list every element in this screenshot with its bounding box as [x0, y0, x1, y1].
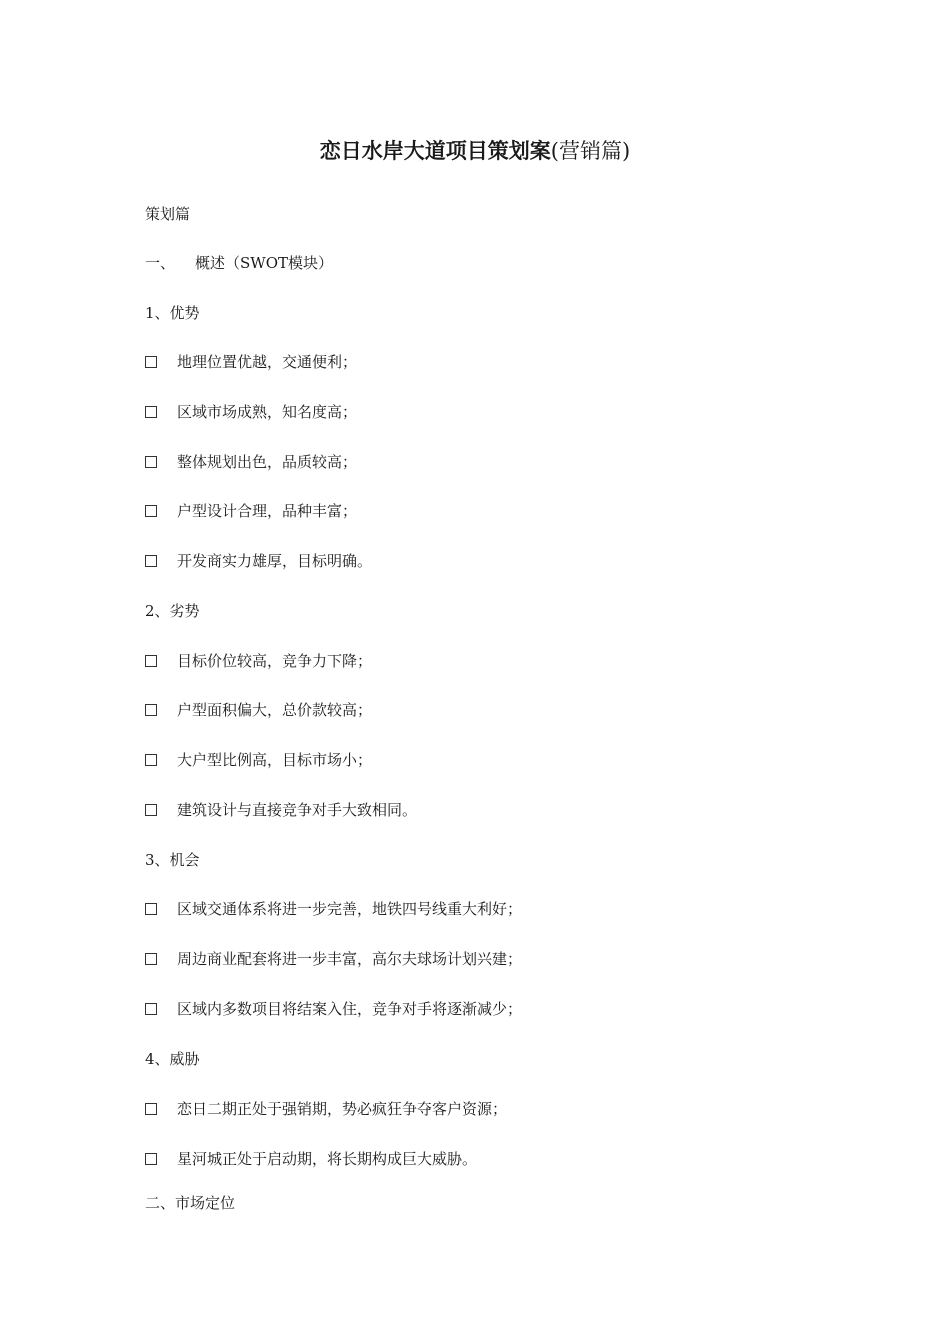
weaknesses-heading: 2、劣势 — [145, 602, 200, 620]
list-item: 开发商实力雄厚，目标明确。 — [145, 549, 372, 573]
list-item: 区域交通体系将进一步完善，地铁四号线重大利好； — [145, 897, 522, 921]
title-main: 恋日水岸大道项目策划案 — [319, 138, 551, 163]
list-item: 周边商业配套将进一步丰富，高尔夫球场计划兴建； — [145, 947, 522, 971]
threats-heading: 4、威胁 — [145, 1050, 200, 1068]
list-item: 户型面积偏大，总价款较高； — [145, 698, 372, 722]
part1-label: 概述（SWOT模块） — [195, 254, 333, 272]
document-title — [0, 134, 950, 168]
checkbox-bullet-icon — [145, 953, 157, 965]
list-item: 大户型比例高，目标市场小； — [145, 748, 372, 772]
list-item: 目标价位较高，竞争力下降； — [145, 649, 372, 673]
list-item: 建筑设计与直接竞争对手大致相同。 — [145, 798, 417, 822]
checkbox-bullet-icon — [145, 1153, 157, 1165]
checkbox-bullet-icon — [145, 356, 157, 368]
part1-heading — [145, 251, 333, 275]
checkbox-bullet-icon — [145, 456, 157, 468]
list-item: 地理位置优越，交通便利； — [145, 350, 357, 374]
checkbox-bullet-icon — [145, 1003, 157, 1015]
part1-number: 一、 — [145, 254, 176, 272]
checkbox-bullet-icon — [145, 704, 157, 716]
list-item: 恋日二期正处于强销期，势必疯狂争夺客户资源； — [145, 1097, 507, 1121]
checkbox-bullet-icon — [145, 754, 157, 766]
list-item: 区域市场成熟，知名度高； — [145, 400, 357, 424]
checkbox-bullet-icon — [145, 804, 157, 816]
list-item: 整体规划出色，品质较高； — [145, 450, 357, 474]
part2-heading: 二、市场定位 — [145, 1194, 236, 1212]
list-item: 区域内多数项目将结案入住，竞争对手将逐渐减少； — [145, 997, 522, 1021]
checkbox-bullet-icon — [145, 1103, 157, 1115]
opportunities-heading: 3、机会 — [145, 851, 200, 869]
section-label: 策划篇 — [145, 205, 191, 223]
list-item: 星河城正处于启动期，将长期构成巨大威胁。 — [145, 1147, 477, 1171]
list-item: 户型设计合理，品种丰富； — [145, 499, 357, 523]
title-sub: (营销篇) — [550, 139, 631, 163]
checkbox-bullet-icon — [145, 655, 157, 667]
checkbox-bullet-icon — [145, 406, 157, 418]
checkbox-bullet-icon — [145, 505, 157, 517]
strengths-heading: 1、优势 — [145, 304, 200, 322]
checkbox-bullet-icon — [145, 555, 157, 567]
checkbox-bullet-icon — [145, 903, 157, 915]
